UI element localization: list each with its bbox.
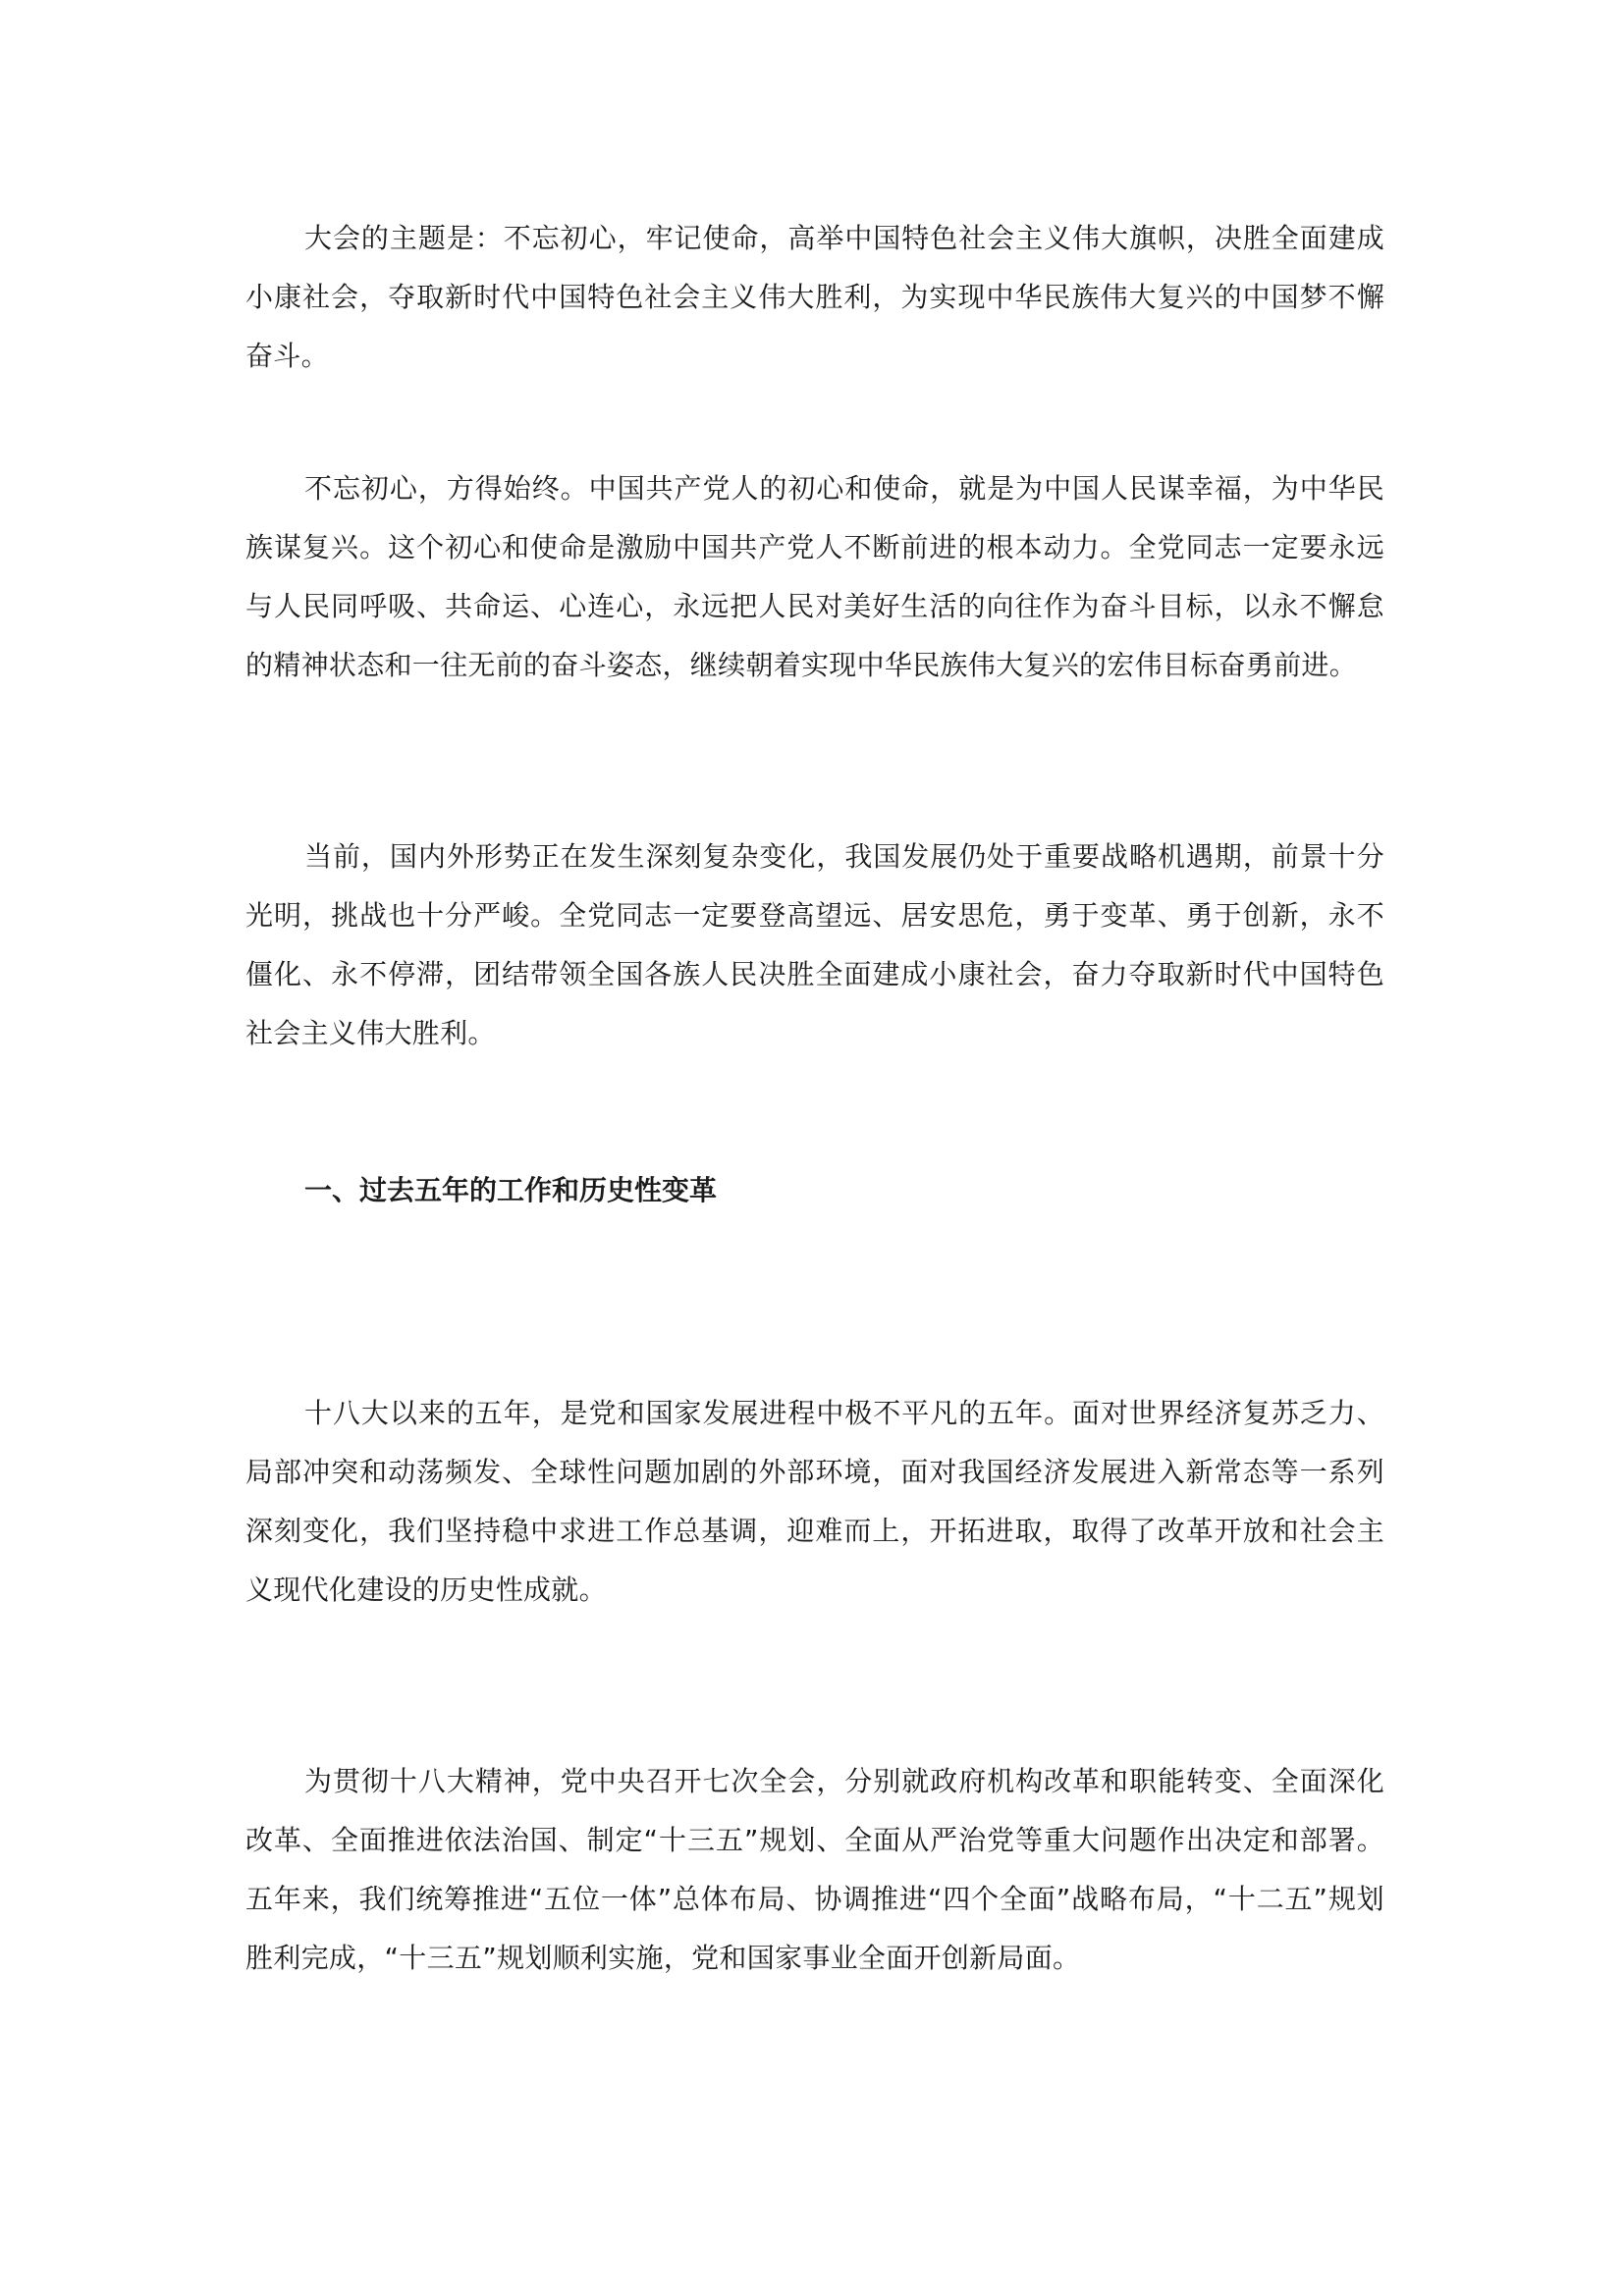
paragraph-theme: 大会的主题是：不忘初心，牢记使命，高举中国特色社会主义伟大旗帜，决胜全面建成小康社会，夺取新时代中国特色社会主义伟大胜利，为实现中华民族伟大复兴的中国梦不懈奋斗。 — [245, 222, 1384, 372]
paragraph-plenary-sessions: 为贯彻十八大精神，党中央召开七次全会，分别就政府机构改革和职能转变、全面深化改革、全面推进依法治国、制定“十三五”规划、全面从严治党等重大问题作出决定和部署。五年来，我们统筹推进“五位一体”总体布局、协调推进“四个全面”战略布局，“十二五”规划胜利完成，“十三五”规划顺利实施，党和国家事业全面开创新局面。 — [245, 1765, 1384, 1974]
paragraph-five-years: 十八大以来的五年，是党和国家发展进程中极不平凡的五年。面对世界经济复苏乏力、局部冲突和动荡频发、全球性问题加剧的外部环境，面对我国经济发展进入新常态等一系列深刻变化，我们坚持稳中求进工作总基调，迎难而上，开拓进取，取得了改革开放和社会主义现代化建设的历史性成就。 — [245, 1397, 1384, 1606]
paragraph-original-aspiration: 不忘初心，方得始终。中国共产党人的初心和使命，就是为中国人民谋幸福，为中华民族谋复兴。这个初心和使命是激励中国共产党人不断前进的根本动力。全党同志一定要永远与人民同呼吸、共命运、心连心，永远把人民对美好生活的向往作为奋斗目标，以永不懈怠的精神状态和一往无前的奋斗姿态，继续朝着实现中华民族伟大复兴的宏伟目标奋勇前进。 — [245, 472, 1384, 681]
paragraph-current-situation: 当前，国内外形势正在发生深刻复杂变化，我国发展仍处于重要战略机遇期，前景十分光明，挑战也十分严峻。全党同志一定要登高望远、居安思危，勇于变革、勇于创新，永不僵化、永不停滞，团结带领全国各族人民决胜全面建成小康社会，奋力夺取新时代中国特色社会主义伟大胜利。 — [245, 840, 1384, 1049]
section-heading: 一、过去五年的工作和历史性变革 — [304, 1174, 718, 1206]
